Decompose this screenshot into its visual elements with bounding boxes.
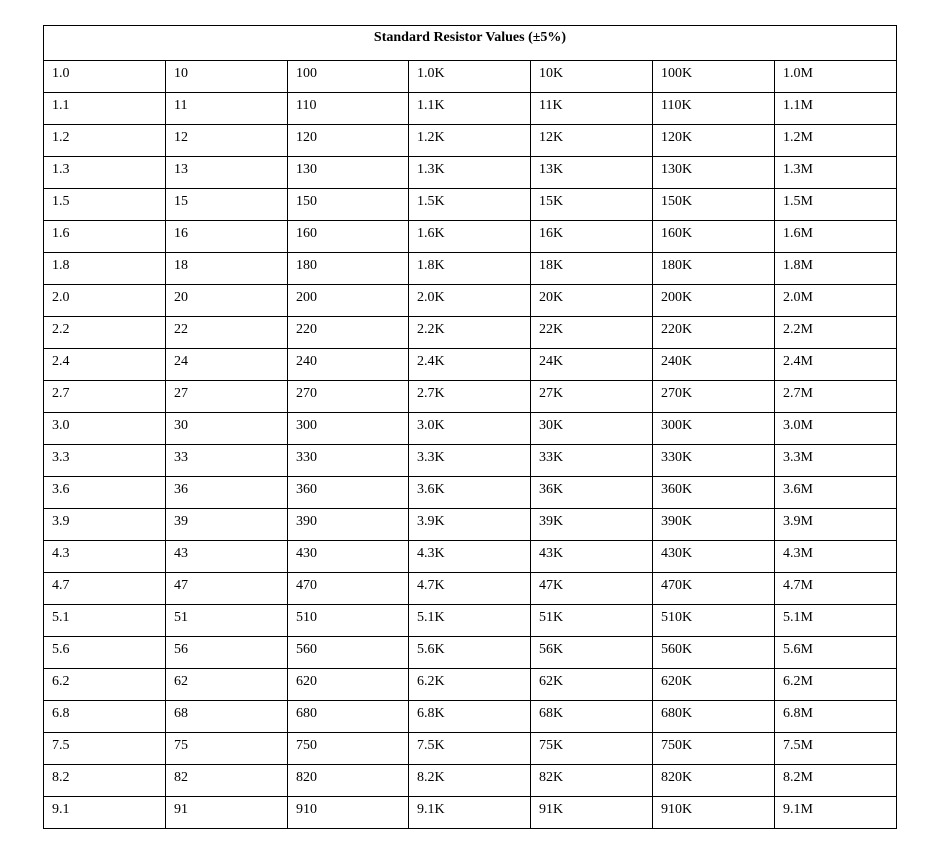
table-row <box>44 605 897 637</box>
table-cell: 3.0K <box>409 413 531 445</box>
table-row <box>44 381 897 413</box>
table-cell: 120 <box>288 125 409 157</box>
table-cell: 3.6 <box>44 477 166 509</box>
table-cell: 120K <box>653 125 775 157</box>
table-cell: 3.3 <box>44 445 166 477</box>
table-cell: 5.6M <box>775 637 897 669</box>
table-cell: 270 <box>288 381 409 413</box>
table-row <box>44 285 897 317</box>
table-row <box>44 317 897 349</box>
table-cell: 330 <box>288 445 409 477</box>
table-cell: 1.6M <box>775 221 897 253</box>
table-cell: 75K <box>531 733 653 765</box>
table-cell: 43K <box>531 541 653 573</box>
table-cell: 11K <box>531 93 653 125</box>
table-cell: 27 <box>166 381 288 413</box>
table-cell: 51K <box>531 605 653 637</box>
table-cell: 1.2 <box>44 125 166 157</box>
table-row <box>44 797 897 829</box>
table-cell: 180 <box>288 253 409 285</box>
table-cell: 91K <box>531 797 653 829</box>
table-row <box>44 221 897 253</box>
table-cell: 2.2K <box>409 317 531 349</box>
table-cell: 5.1M <box>775 605 897 637</box>
table-row <box>44 509 897 541</box>
table-cell: 820 <box>288 765 409 797</box>
table-cell: 430K <box>653 541 775 573</box>
table-cell: 5.6 <box>44 637 166 669</box>
table-cell: 160 <box>288 221 409 253</box>
table-cell: 1.6K <box>409 221 531 253</box>
table-cell: 7.5K <box>409 733 531 765</box>
table-cell: 82 <box>166 765 288 797</box>
table-cell: 47 <box>166 573 288 605</box>
table-cell: 3.0 <box>44 413 166 445</box>
table-cell: 82K <box>531 765 653 797</box>
table-cell: 2.0K <box>409 285 531 317</box>
table-row <box>44 413 897 445</box>
table-cell: 22 <box>166 317 288 349</box>
table-cell: 200 <box>288 285 409 317</box>
table-cell: 16 <box>166 221 288 253</box>
table-cell: 2.2M <box>775 317 897 349</box>
table-cell: 620 <box>288 669 409 701</box>
table-cell: 820K <box>653 765 775 797</box>
table-cell: 10K <box>531 61 653 93</box>
table-cell: 1.8 <box>44 253 166 285</box>
table-cell: 18K <box>531 253 653 285</box>
table-cell: 30K <box>531 413 653 445</box>
table-cell: 100 <box>288 61 409 93</box>
table-cell: 1.2K <box>409 125 531 157</box>
table-cell: 510K <box>653 605 775 637</box>
table-cell: 1.5K <box>409 189 531 221</box>
table-cell: 3.3K <box>409 445 531 477</box>
table-cell: 2.4 <box>44 349 166 381</box>
table-cell: 6.2M <box>775 669 897 701</box>
table-row <box>44 93 897 125</box>
table-cell: 3.6M <box>775 477 897 509</box>
table-cell: 110 <box>288 93 409 125</box>
table-cell: 4.3K <box>409 541 531 573</box>
table-cell: 9.1K <box>409 797 531 829</box>
table-cell: 1.0 <box>44 61 166 93</box>
table-cell: 2.7K <box>409 381 531 413</box>
table-cell: 180K <box>653 253 775 285</box>
table-cell: 24 <box>166 349 288 381</box>
table-cell: 75 <box>166 733 288 765</box>
table-cell: 56 <box>166 637 288 669</box>
table-cell: 2.7 <box>44 381 166 413</box>
table-cell: 68 <box>166 701 288 733</box>
table-cell: 62 <box>166 669 288 701</box>
table-cell: 15K <box>531 189 653 221</box>
table-cell: 1.6 <box>44 221 166 253</box>
table-row <box>44 61 897 93</box>
table-cell: 9.1 <box>44 797 166 829</box>
table-cell: 910K <box>653 797 775 829</box>
table-cell: 7.5 <box>44 733 166 765</box>
table-cell: 36 <box>166 477 288 509</box>
table-cell: 3.0M <box>775 413 897 445</box>
table-cell: 22K <box>531 317 653 349</box>
table-cell: 68K <box>531 701 653 733</box>
table-cell: 6.8 <box>44 701 166 733</box>
table-cell: 910 <box>288 797 409 829</box>
table-cell: 2.2 <box>44 317 166 349</box>
table-cell: 1.2M <box>775 125 897 157</box>
table-cell: 560K <box>653 637 775 669</box>
table-row <box>44 637 897 669</box>
table-cell: 3.6K <box>409 477 531 509</box>
table-cell: 200K <box>653 285 775 317</box>
table-cell: 5.6K <box>409 637 531 669</box>
table-row <box>44 765 897 797</box>
table-cell: 390K <box>653 509 775 541</box>
table-row <box>44 573 897 605</box>
table-cell: 430 <box>288 541 409 573</box>
table-cell: 1.8M <box>775 253 897 285</box>
table-cell: 15 <box>166 189 288 221</box>
table-cell: 91 <box>166 797 288 829</box>
table-cell: 130 <box>288 157 409 189</box>
table-cell: 680K <box>653 701 775 733</box>
table-cell: 150 <box>288 189 409 221</box>
table-row <box>44 733 897 765</box>
table-cell: 300K <box>653 413 775 445</box>
table-cell: 4.7K <box>409 573 531 605</box>
table-cell: 13 <box>166 157 288 189</box>
table-cell: 33 <box>166 445 288 477</box>
table-cell: 110K <box>653 93 775 125</box>
table-cell: 6.2K <box>409 669 531 701</box>
table-cell: 47K <box>531 573 653 605</box>
table-cell: 6.8K <box>409 701 531 733</box>
table-cell: 9.1M <box>775 797 897 829</box>
table-cell: 1.0K <box>409 61 531 93</box>
table-cell: 1.1M <box>775 93 897 125</box>
table-cell: 2.0 <box>44 285 166 317</box>
table-cell: 560 <box>288 637 409 669</box>
table-cell: 6.8M <box>775 701 897 733</box>
table-cell: 36K <box>531 477 653 509</box>
table-cell: 3.9M <box>775 509 897 541</box>
table-cell: 20 <box>166 285 288 317</box>
table-cell: 270K <box>653 381 775 413</box>
table-cell: 11 <box>166 93 288 125</box>
table-cell: 750 <box>288 733 409 765</box>
table-cell: 13K <box>531 157 653 189</box>
table-cell: 2.0M <box>775 285 897 317</box>
table-cell: 10 <box>166 61 288 93</box>
table-cell: 5.1 <box>44 605 166 637</box>
table-row <box>44 349 897 381</box>
table-row <box>44 445 897 477</box>
table-title: Standard Resistor Values (±5%) <box>44 26 897 61</box>
table-cell: 300 <box>288 413 409 445</box>
table-cell: 240K <box>653 349 775 381</box>
table-cell: 16K <box>531 221 653 253</box>
table-cell: 5.1K <box>409 605 531 637</box>
table-cell: 470 <box>288 573 409 605</box>
table-cell: 2.7M <box>775 381 897 413</box>
table-cell: 1.8K <box>409 253 531 285</box>
table-cell: 24K <box>531 349 653 381</box>
table-cell: 390 <box>288 509 409 541</box>
table-cell: 8.2 <box>44 765 166 797</box>
table-row <box>44 669 897 701</box>
table-cell: 18 <box>166 253 288 285</box>
table-cell: 220K <box>653 317 775 349</box>
table-cell: 130K <box>653 157 775 189</box>
table-cell: 12K <box>531 125 653 157</box>
table-cell: 1.5M <box>775 189 897 221</box>
table-cell: 43 <box>166 541 288 573</box>
table-row <box>44 701 897 733</box>
table-cell: 51 <box>166 605 288 637</box>
table-cell: 750K <box>653 733 775 765</box>
table-cell: 20K <box>531 285 653 317</box>
table-cell: 240 <box>288 349 409 381</box>
table-cell: 680 <box>288 701 409 733</box>
table-cell: 7.5M <box>775 733 897 765</box>
table-cell: 8.2M <box>775 765 897 797</box>
table-row <box>44 157 897 189</box>
table-cell: 62K <box>531 669 653 701</box>
table-body <box>44 61 897 829</box>
table-cell: 6.2 <box>44 669 166 701</box>
table-row <box>44 253 897 285</box>
table-row <box>44 125 897 157</box>
table-cell: 1.0M <box>775 61 897 93</box>
table-cell: 1.5 <box>44 189 166 221</box>
table-cell: 150K <box>653 189 775 221</box>
table-cell: 100K <box>653 61 775 93</box>
table-title-row <box>44 26 897 61</box>
table-cell: 3.3M <box>775 445 897 477</box>
table-cell: 620K <box>653 669 775 701</box>
table-cell: 3.9K <box>409 509 531 541</box>
table-cell: 1.3M <box>775 157 897 189</box>
table-cell: 220 <box>288 317 409 349</box>
table-cell: 4.3M <box>775 541 897 573</box>
table-cell: 1.1K <box>409 93 531 125</box>
table-cell: 360K <box>653 477 775 509</box>
table-cell: 30 <box>166 413 288 445</box>
table-cell: 56K <box>531 637 653 669</box>
table-cell: 330K <box>653 445 775 477</box>
table-cell: 39K <box>531 509 653 541</box>
table-cell: 4.7 <box>44 573 166 605</box>
table-cell: 4.3 <box>44 541 166 573</box>
table-cell: 12 <box>166 125 288 157</box>
resistor-values-table <box>43 25 897 829</box>
table-cell: 1.3K <box>409 157 531 189</box>
table-cell: 33K <box>531 445 653 477</box>
table-cell: 360 <box>288 477 409 509</box>
table-cell: 2.4K <box>409 349 531 381</box>
table-cell: 3.9 <box>44 509 166 541</box>
table-cell: 510 <box>288 605 409 637</box>
table-row <box>44 189 897 221</box>
table-cell: 160K <box>653 221 775 253</box>
table-row <box>44 541 897 573</box>
table-cell: 470K <box>653 573 775 605</box>
table-cell: 39 <box>166 509 288 541</box>
table-row <box>44 477 897 509</box>
table-cell: 1.3 <box>44 157 166 189</box>
table-cell: 8.2K <box>409 765 531 797</box>
table-cell: 1.1 <box>44 93 166 125</box>
table-cell: 4.7M <box>775 573 897 605</box>
table-cell: 27K <box>531 381 653 413</box>
table-cell: 2.4M <box>775 349 897 381</box>
